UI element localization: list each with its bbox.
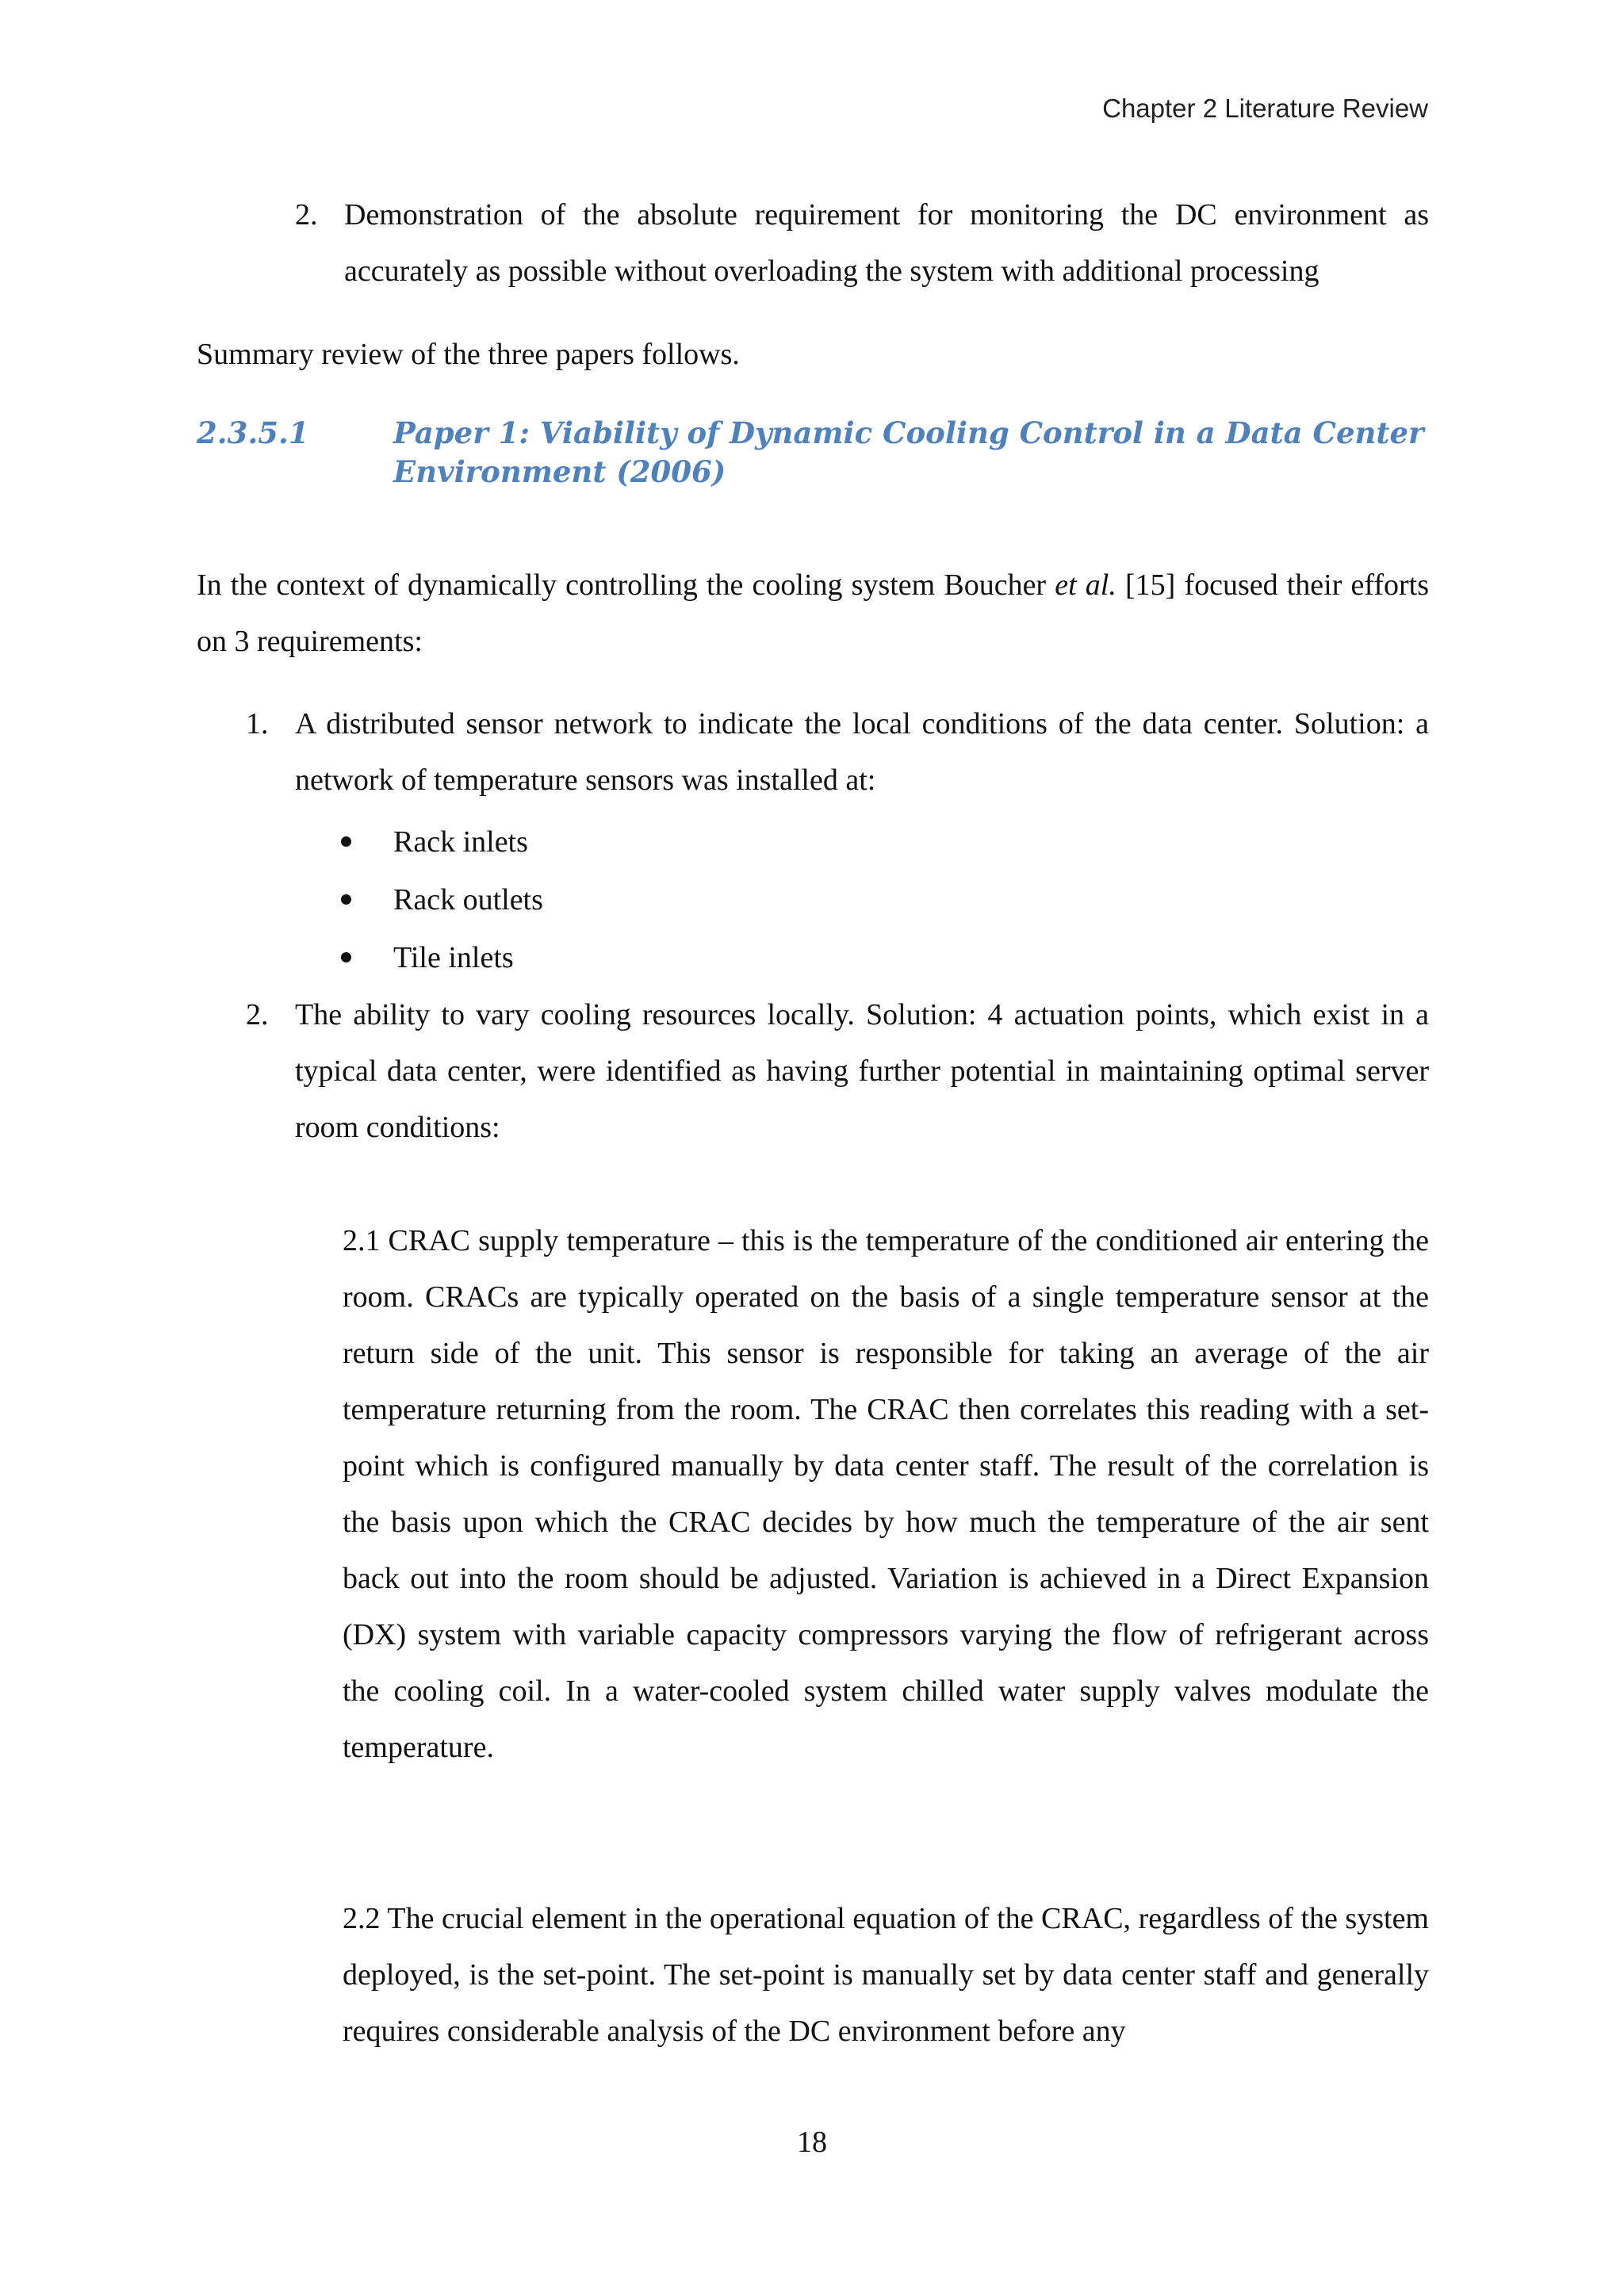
intro-list-item xyxy=(295,187,1429,300)
requirement-item-2 xyxy=(246,987,1429,1156)
sub-paragraph-2-2: 2.2 The crucial element in the operational equation of the CRAC, regardless of the system deployed, is the set-point. The set-point is manually set by data center staff and generally requires considerable analysis of the DC environment before any xyxy=(343,1902,1429,2048)
section-title: Paper 1: Viability of Dynamic Cooling Control in a Data Center Environment (2006) xyxy=(393,415,1424,489)
bullet-dot-icon xyxy=(341,952,351,962)
sensor-location-list xyxy=(341,813,543,987)
summary-line: Summary review of the three papers follows. xyxy=(197,338,740,371)
bullet-item: Rack inlets xyxy=(341,813,543,871)
list-item-text: The ability to vary cooling resources locally. Solution: 4 actuation points, which exist in a typical data center, were identified as having further potential in maintaining optimal server room conditions: xyxy=(295,998,1429,1144)
list-item-text: A distributed sensor network to indicate the local conditions of the data center. Solution: a network of temperature sensors was installed at: xyxy=(295,707,1429,797)
list-number: 2. xyxy=(295,198,318,232)
requirement-item-1 xyxy=(246,696,1429,809)
page-number: 18 xyxy=(797,2126,827,2159)
list-item-text: Demonstration of the absolute requirement for monitoring the DC environment as accurately as possible without overloading the system with additional processing xyxy=(344,198,1429,288)
bullet-item: Tile inlets xyxy=(341,929,543,987)
bullet-dot-icon xyxy=(341,836,351,847)
bullet-item: Rack outlets xyxy=(341,871,543,929)
bullet-dot-icon xyxy=(341,894,351,905)
context-text-after: [15] focused their efforts on 3 requirements: xyxy=(197,568,1430,658)
list-number: 2. xyxy=(246,998,269,1031)
context-paragraph xyxy=(197,557,1429,670)
running-header: Chapter 2 Literature Review xyxy=(1102,94,1428,123)
section-number: 2.3.5.1 xyxy=(197,415,309,450)
context-text-italic: et al. xyxy=(1055,568,1116,602)
sub-paragraph-2-1: 2.1 CRAC supply temperature – this is the temperature of the conditioned air entering the room. CRACs are typically operated on the basis of a single temperature sensor at the return side of the unit. This sensor is responsible for taking an average of the air temperature returning from the room. The CRAC then correlates this reading with a set-point which is configured manually by data center staff. The result of the correlation is the basis upon which the CRAC decides by how much the temperature of the air sent back out into the room should be adjusted. Variation is achieved in a Direct Expansion (DX) system with variable capacity compressors varying the flow of refrigerant across the cooling coil. In a water-cooled system chilled water supply valves modulate the temperature. xyxy=(343,1224,1429,1764)
list-number: 1. xyxy=(246,707,269,740)
context-text-before: In the context of dynamically controlling the cooling system Boucher xyxy=(197,568,1055,602)
